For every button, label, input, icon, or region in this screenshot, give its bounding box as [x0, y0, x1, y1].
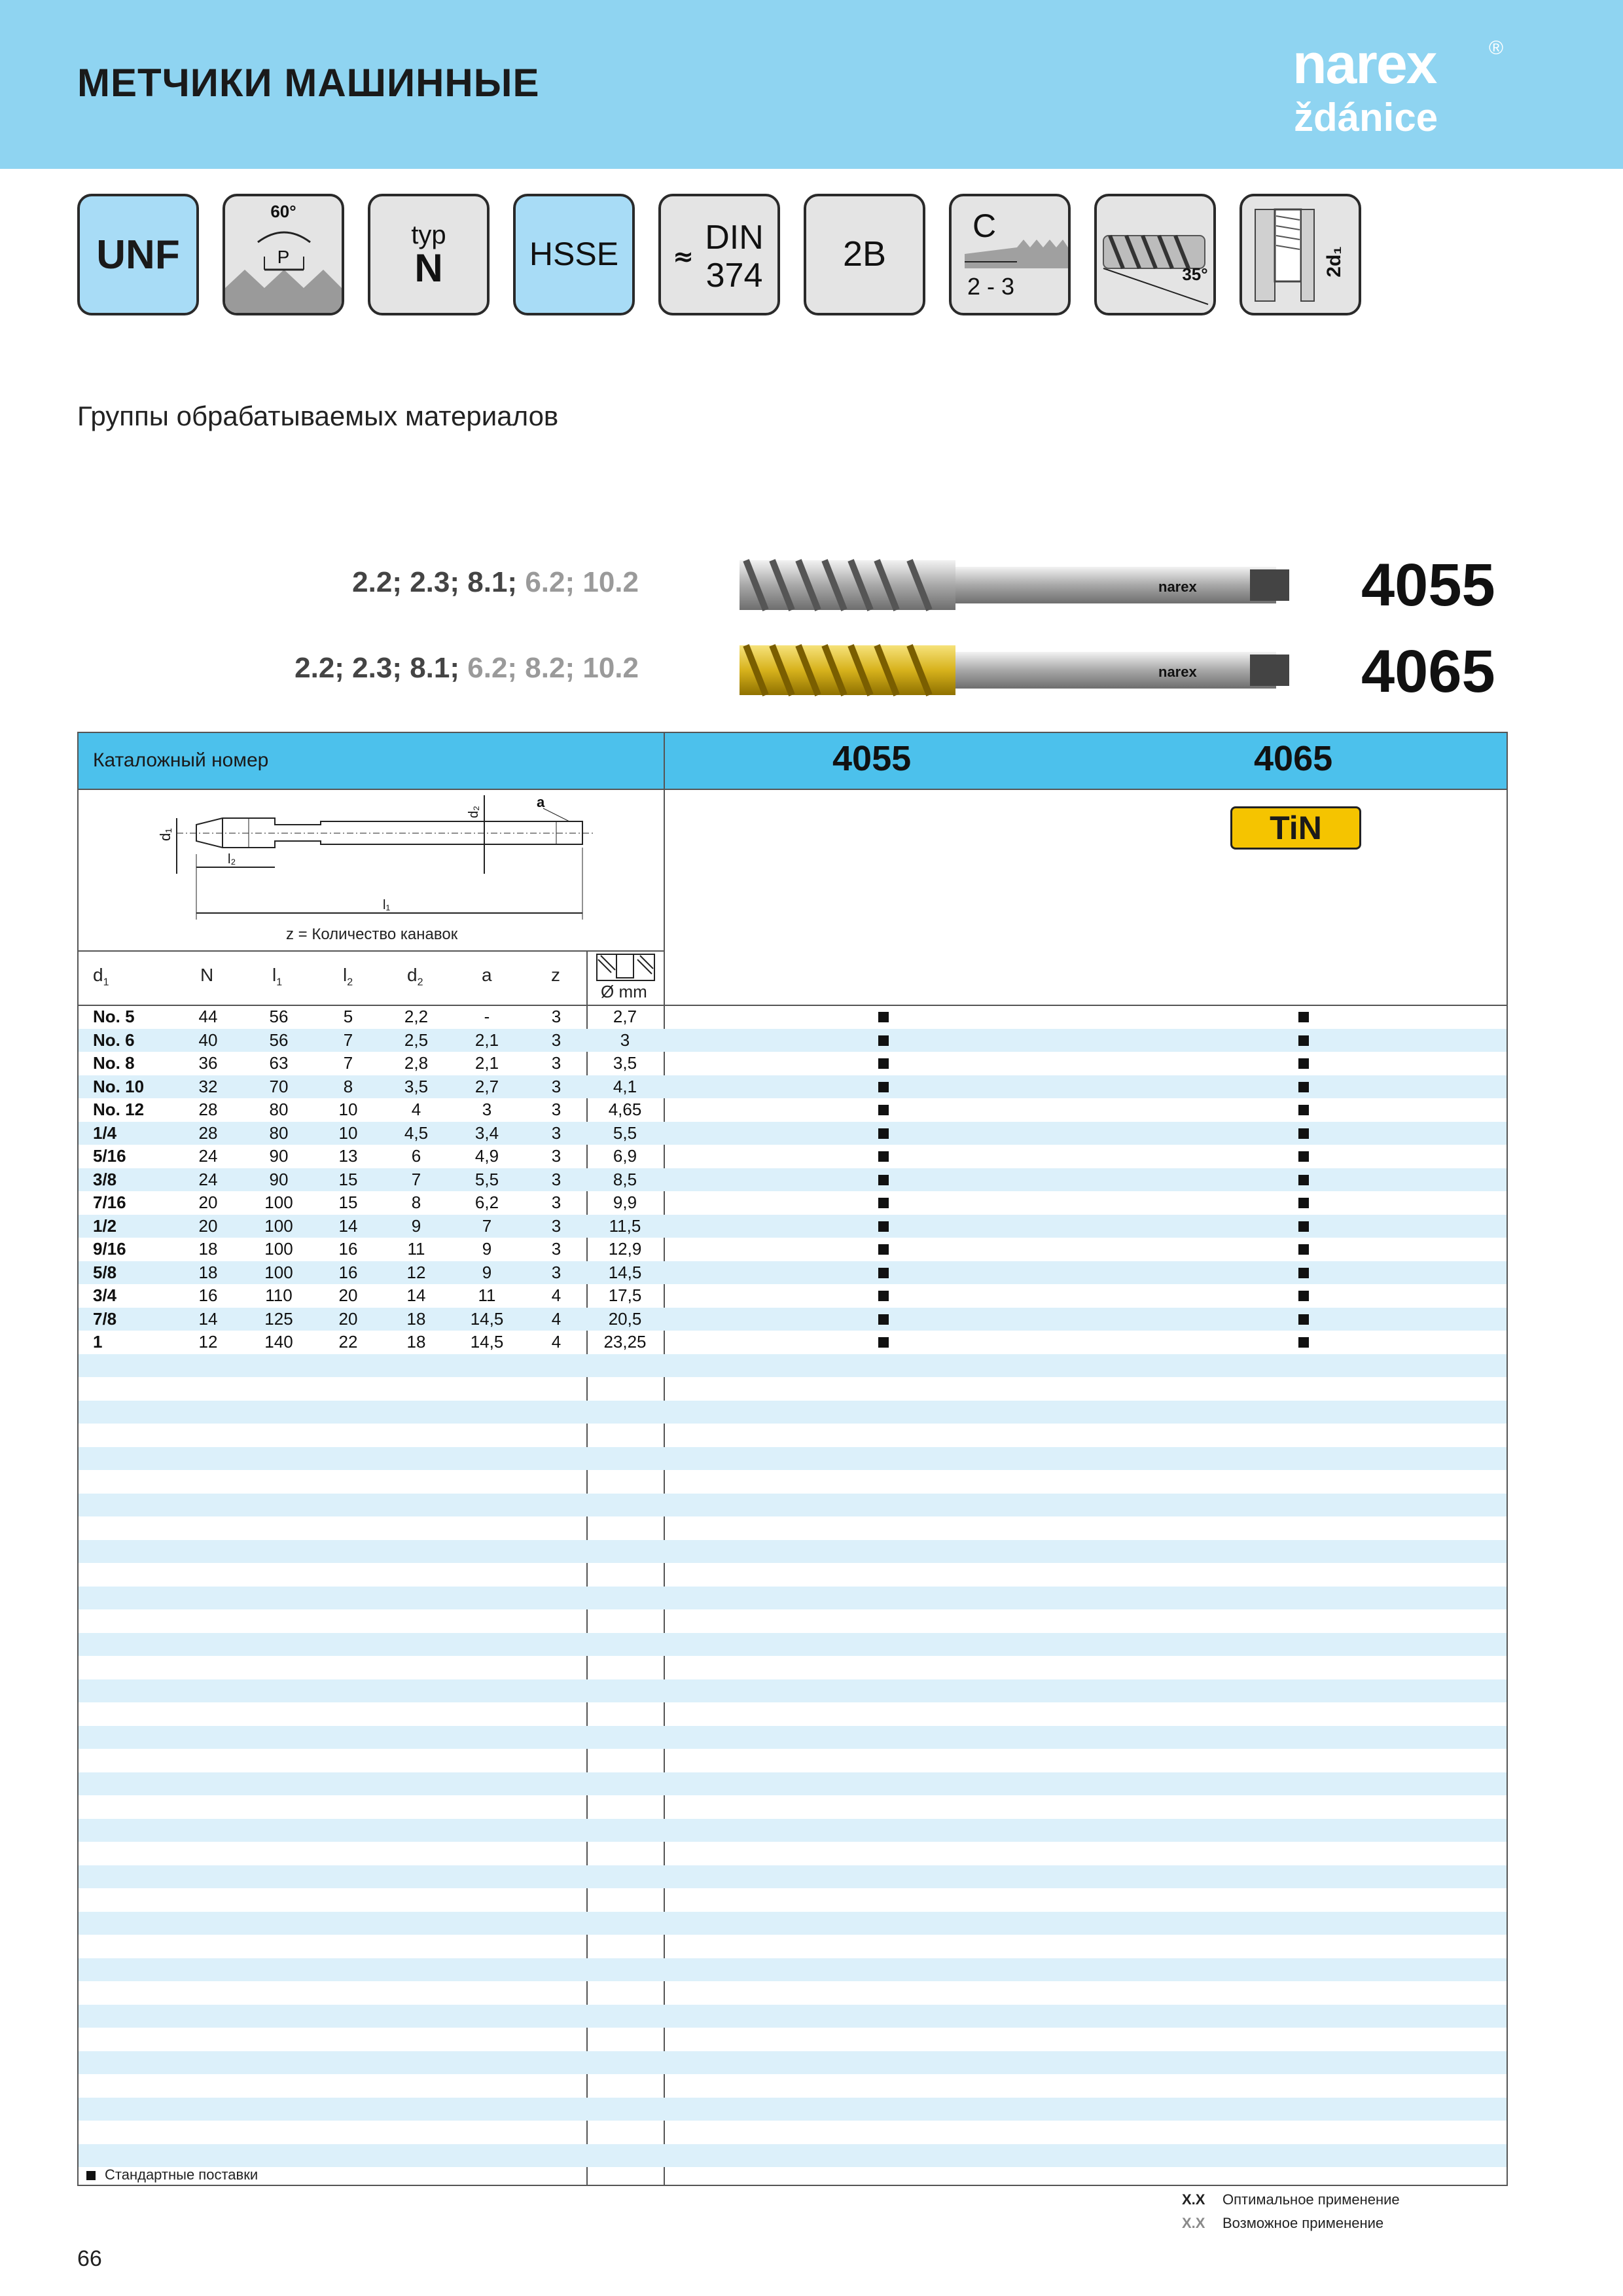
table-row-empty [79, 1842, 1507, 1865]
cell-l1: 100 [264, 1215, 293, 1236]
standard-mark-4065 [1298, 1175, 1309, 1185]
table-row [79, 1029, 1507, 1052]
cell-d1: 7/16 [93, 1193, 126, 1212]
cell-d2: 9 [411, 1215, 421, 1236]
standard-mark-4055 [878, 1105, 889, 1115]
flutes-note: z = Количество канавок [286, 925, 458, 943]
hsse-icon [513, 194, 635, 315]
cell-N: 44 [198, 1007, 218, 1026]
cell-l1: 56 [269, 1030, 289, 1050]
material-groups-4055 [249, 566, 639, 599]
cell-l2: 5 [343, 1007, 353, 1026]
diagram-line [79, 950, 665, 952]
cell-a: 2,7 [474, 1076, 499, 1096]
cell-drill: 9,9 [613, 1193, 637, 1212]
standard-mark-4065 [1298, 1151, 1309, 1162]
colhdr-d2: $d_2$ [407, 965, 423, 988]
table-row-empty [79, 1772, 1507, 1796]
table-row-empty [79, 2005, 1507, 2028]
cell-l1: 80 [269, 1122, 289, 1143]
cell-N: 32 [198, 1076, 218, 1096]
angle-label: 60° [270, 202, 296, 221]
cell-a: 4,9 [474, 1146, 499, 1166]
cell-l1: 63 [269, 1053, 289, 1073]
typ-n-icon [368, 194, 490, 315]
cell-a: 14,5 [470, 1332, 504, 1352]
table-row [79, 1284, 1507, 1308]
cell-z: 3 [551, 1053, 562, 1073]
standard-mark-4065 [1298, 1244, 1309, 1255]
product-number-4065: 4065 [1361, 638, 1495, 705]
cell-N: 20 [198, 1193, 218, 1212]
cell-l2: 7 [343, 1030, 353, 1050]
cell-d1: No. 8 [93, 1053, 135, 1073]
table-row-empty [79, 2051, 1507, 2075]
table-row [79, 1122, 1507, 1145]
table-row-empty [79, 1516, 1507, 1540]
cell-drill: 3 [620, 1030, 630, 1050]
typ-label: typ [411, 221, 446, 249]
tap-dimension-diagram [151, 795, 602, 946]
cell-drill: 3,5 [613, 1053, 637, 1073]
standard-mark-4065 [1298, 1035, 1309, 1046]
table-row-empty [79, 1354, 1507, 1378]
standard-mark-4055 [878, 1128, 889, 1139]
diagram-l1: l₁ [383, 898, 391, 912]
standard-mark-4065 [1298, 1198, 1309, 1208]
table-row [79, 1331, 1507, 1354]
cell-N: 28 [198, 1100, 218, 1119]
table-row [79, 1145, 1507, 1168]
standard-mark-4065 [1298, 1337, 1309, 1348]
cell-z: 3 [551, 1239, 562, 1259]
table-row [79, 1005, 1507, 1029]
cell-d1: 5/16 [93, 1146, 126, 1166]
cell-l1: 100 [264, 1193, 293, 1212]
table-row-empty [79, 1609, 1507, 1633]
cell-l2: 8 [343, 1076, 353, 1096]
cell-a: 6,2 [474, 1193, 499, 1212]
cell-a: 3 [482, 1100, 492, 1119]
table-row-empty [79, 2144, 1507, 2168]
standard-mark-4065 [1298, 1221, 1309, 1232]
table-row [79, 1308, 1507, 1331]
cell-l2: 15 [338, 1169, 358, 1189]
cell-l2: 14 [338, 1215, 358, 1236]
cell-a: 2,1 [474, 1053, 499, 1073]
table-row-empty [79, 1865, 1507, 1889]
logo-registered: ® [1489, 37, 1504, 59]
blind-hole-icon [1240, 194, 1361, 315]
cell-d1: No. 10 [93, 1076, 145, 1096]
cell-d1: No. 6 [93, 1030, 135, 1050]
standard-mark-4065 [1298, 1268, 1309, 1278]
cell-d1: 3/4 [93, 1285, 117, 1305]
table-row [79, 1238, 1507, 1261]
tolerance-label: 2B [842, 234, 887, 274]
cell-drill: 23,25 [603, 1332, 647, 1352]
colhdr-z: z [551, 965, 560, 985]
standard-mark-4065 [1298, 1128, 1309, 1139]
groups-optimal: 2.2; 2.3; 8.1; [352, 566, 526, 598]
cell-l2: 20 [338, 1308, 358, 1329]
cell-N: 40 [198, 1030, 218, 1050]
cell-l1: 56 [269, 1007, 289, 1026]
materials-heading: Группы обрабатываемых материалов [77, 401, 559, 431]
cell-l2: 7 [343, 1053, 353, 1073]
cell-drill: 2,7 [613, 1007, 637, 1026]
standard-mark-4055 [878, 1082, 889, 1092]
tap-brand: narex [1158, 664, 1197, 680]
table-row-empty [79, 1656, 1507, 1679]
legend-possible: X.X Возможное применение [1182, 2215, 1384, 2231]
unf-icon [77, 194, 199, 315]
cell-d1: 7/8 [93, 1308, 117, 1329]
thread-profile-icon [223, 194, 344, 315]
cell-z: 3 [551, 1007, 562, 1026]
table-row-empty [79, 1563, 1507, 1587]
chamfer-icon [949, 194, 1071, 315]
cell-a: 11 [478, 1285, 496, 1305]
standard-mark-4055 [878, 1291, 889, 1301]
cell-l2: 20 [338, 1285, 358, 1305]
table-row-empty [79, 1377, 1507, 1401]
cell-drill: 14,5 [608, 1262, 642, 1282]
cell-d2: 4 [411, 1100, 421, 1119]
groups-possible: 6.2; 8.2; 10.2 [467, 652, 639, 684]
cell-d2: 18 [406, 1332, 426, 1352]
pitch-label: P [277, 247, 290, 267]
table-row-empty [79, 1935, 1507, 1958]
cell-l2: 16 [338, 1239, 358, 1259]
standard-mark-4055 [878, 1151, 889, 1162]
diagram-a: a [537, 795, 545, 810]
groups-possible: 6.2; 10.2 [525, 566, 639, 598]
table-row-empty [79, 1819, 1507, 1842]
table-row-empty [79, 1958, 1507, 1982]
table-row-empty [79, 1401, 1507, 1424]
table-row-empty [79, 1424, 1507, 1447]
drill-hole-icon [592, 953, 660, 986]
header-line [79, 789, 1507, 790]
cell-d1: 1/2 [93, 1215, 117, 1236]
cell-d2: 12 [406, 1262, 426, 1282]
cell-d2: 11 [407, 1239, 425, 1259]
colhdr-a: a [482, 965, 492, 985]
col-header-4055: 4055 [832, 739, 912, 778]
table-row-empty [79, 2098, 1507, 2121]
cell-z: 3 [551, 1215, 562, 1236]
colhdr-N: N [200, 965, 214, 985]
table-row-empty [79, 1702, 1507, 1726]
legend-optimal: X.X Оптимальное применение [1182, 2191, 1400, 2208]
cell-l1: 110 [265, 1285, 293, 1305]
cell-z: 3 [551, 1076, 562, 1096]
cell-d1: 9/16 [93, 1239, 126, 1259]
cell-N: 16 [198, 1285, 218, 1305]
standard-mark-4055 [878, 1035, 889, 1046]
cell-d2: 3,5 [404, 1076, 429, 1096]
table-row-empty [79, 1726, 1507, 1749]
standard-mark-4065 [1298, 1105, 1309, 1115]
cell-a: 9 [482, 1262, 492, 1282]
table-row-empty [79, 1981, 1507, 2005]
cell-a: - [484, 1007, 490, 1026]
cell-z: 3 [551, 1100, 562, 1119]
cell-z: 3 [551, 1262, 562, 1282]
standard-square-icon [86, 2171, 96, 2180]
standard-mark-4055 [878, 1221, 889, 1232]
standard-mark-4065 [1298, 1012, 1309, 1022]
table-row-empty [79, 1540, 1507, 1564]
colhdr-drill: Ø mm [601, 982, 647, 1001]
standard-mark-4065 [1298, 1314, 1309, 1325]
standard-mark-4055 [878, 1268, 889, 1278]
standard-mark-4065 [1298, 1082, 1309, 1092]
cell-d2: 2,8 [404, 1053, 429, 1073]
table-row [79, 1261, 1507, 1285]
depth-label: 2d₁ [1323, 246, 1345, 278]
diagram-d1: d₁ [157, 828, 173, 841]
table-row-empty [79, 1888, 1507, 1912]
narex-logo [1293, 33, 1504, 147]
cell-drill: 6,9 [613, 1146, 637, 1166]
cell-l2: 22 [338, 1332, 358, 1352]
cell-l1: 80 [269, 1100, 289, 1119]
cell-l2: 13 [338, 1146, 358, 1166]
cell-l1: 100 [264, 1262, 293, 1282]
din-icon [658, 194, 780, 315]
table-row-empty [79, 1633, 1507, 1657]
cell-d2: 8 [411, 1193, 421, 1212]
logo-text: narex [1293, 33, 1436, 96]
cell-d1: 5/8 [93, 1262, 117, 1282]
cell-a: 7 [482, 1215, 492, 1236]
cell-z: 3 [551, 1030, 562, 1050]
cell-d1: 1 [93, 1332, 103, 1352]
din-label: DIN [705, 219, 764, 257]
table-row-empty [79, 2028, 1507, 2051]
material-groups-4065 [196, 652, 639, 685]
table-row-empty [79, 1679, 1507, 1703]
cell-drill: 12,9 [608, 1239, 642, 1259]
cell-l1: 140 [264, 1332, 293, 1352]
standard-mark-4055 [878, 1175, 889, 1185]
standard-mark-4055 [878, 1012, 889, 1022]
cell-z: 4 [551, 1332, 562, 1352]
diagram-l2: l₂ [228, 852, 236, 867]
cell-z: 4 [551, 1285, 562, 1305]
cell-drill: 11,5 [609, 1215, 641, 1236]
cell-d1: 1/4 [93, 1122, 117, 1143]
colhdr-l2: $l_2$ [343, 965, 353, 988]
chamfer-range: 2 - 3 [967, 273, 1015, 300]
cell-N: 18 [198, 1239, 218, 1259]
groups-optimal: 2.2; 2.3; 8.1; [294, 652, 468, 684]
cell-d2: 6 [411, 1146, 421, 1166]
cell-N: 12 [198, 1332, 218, 1352]
cell-N: 36 [198, 1053, 218, 1073]
cell-a: 14,5 [470, 1308, 504, 1329]
logo-subtext: ždánice [1294, 96, 1438, 139]
cell-d2: 4,5 [404, 1122, 429, 1143]
tin-coating-badge: TiN [1230, 806, 1361, 850]
standard-mark-4055 [878, 1058, 889, 1069]
table-row-empty [79, 1447, 1507, 1471]
product-number-4055: 4055 [1361, 552, 1495, 619]
page-number: 66 [77, 2246, 102, 2271]
cell-drill: 4,65 [608, 1100, 642, 1119]
cell-l1: 70 [269, 1076, 289, 1096]
table-row-empty [79, 2121, 1507, 2144]
cell-N: 28 [198, 1122, 218, 1143]
cell-a: 5,5 [474, 1169, 499, 1189]
cell-a: 9 [482, 1239, 492, 1259]
cell-l1: 90 [269, 1146, 289, 1166]
catalog-label: Каталожный номер [93, 749, 269, 771]
table-row [79, 1098, 1507, 1122]
spiral-flute-icon [1094, 194, 1216, 315]
cell-z: 4 [551, 1308, 562, 1329]
cell-N: 18 [198, 1262, 218, 1282]
approx-label: ≈ [673, 242, 694, 271]
unf-label: UNF [96, 232, 180, 278]
standard-mark-4055 [878, 1244, 889, 1255]
cell-a: 2,1 [474, 1030, 499, 1050]
table-row [79, 1052, 1507, 1075]
cell-l2: 15 [338, 1193, 358, 1212]
cell-d1: 3/8 [93, 1169, 117, 1189]
diagram-d2: d₂ [467, 806, 481, 818]
table-row-empty [79, 1494, 1507, 1517]
legend-standard: Стандартные поставки [86, 2166, 258, 2183]
hsse-label: HSSE [529, 236, 619, 272]
table-row [79, 1215, 1507, 1238]
cell-l2: 10 [338, 1100, 358, 1119]
table-row [79, 1191, 1507, 1215]
cell-l2: 16 [338, 1262, 358, 1282]
col-header-4065: 4065 [1254, 739, 1333, 778]
table-row-empty [79, 1749, 1507, 1772]
helix-angle: 35° [1182, 264, 1208, 284]
cell-drill: 5,5 [613, 1122, 637, 1143]
cell-z: 3 [551, 1146, 562, 1166]
cell-d2: 18 [406, 1308, 426, 1329]
cell-d2: 7 [411, 1169, 421, 1189]
cell-z: 3 [551, 1122, 562, 1143]
din-number: 374 [705, 257, 763, 295]
chamfer-letter: C [972, 207, 997, 244]
cell-N: 14 [198, 1308, 218, 1329]
cell-d1: No. 5 [93, 1007, 135, 1026]
cell-d2: 14 [406, 1285, 426, 1305]
cell-d1: No. 12 [93, 1100, 145, 1119]
table-row [79, 1075, 1507, 1099]
tap-brand: narex [1158, 579, 1197, 595]
tap-image-4065 [740, 643, 1296, 698]
cell-d2: 2,2 [404, 1007, 429, 1026]
table-row-empty [79, 2074, 1507, 2098]
cell-l1: 125 [264, 1308, 293, 1329]
cell-N: 24 [198, 1146, 218, 1166]
standard-mark-4055 [878, 1337, 889, 1348]
cell-l1: 100 [264, 1239, 293, 1259]
cell-l1: 90 [269, 1169, 289, 1189]
cell-drill: 17,5 [608, 1285, 642, 1305]
standard-mark-4055 [878, 1198, 889, 1208]
table-row-empty [79, 1587, 1507, 1610]
page-title: МЕТЧИКИ МАШИННЫЕ [77, 61, 540, 105]
cell-l2: 10 [338, 1122, 358, 1143]
table-row [79, 1168, 1507, 1192]
cell-drill: 8,5 [613, 1169, 637, 1189]
tolerance-icon [804, 194, 925, 315]
standard-mark-4065 [1298, 1291, 1309, 1301]
cell-z: 3 [551, 1193, 562, 1212]
colhdr-l1: $l_1$ [272, 965, 283, 988]
cell-drill: 20,5 [608, 1308, 642, 1329]
cell-a: 3,4 [474, 1122, 499, 1143]
cell-drill: 4,1 [613, 1076, 637, 1096]
cell-z: 3 [551, 1169, 562, 1189]
table-row-empty [79, 1912, 1507, 1935]
standard-mark-4065 [1298, 1058, 1309, 1069]
table-row-empty [79, 1795, 1507, 1819]
table-row-empty [79, 1470, 1507, 1494]
tap-image-4055 [740, 558, 1296, 613]
cell-N: 20 [198, 1215, 218, 1236]
cell-N: 24 [198, 1169, 218, 1189]
typ-value: N [414, 246, 443, 290]
cell-d2: 2,5 [404, 1030, 429, 1050]
colhdr-d1: $d_1$ [93, 965, 109, 988]
standard-mark-4055 [878, 1314, 889, 1325]
